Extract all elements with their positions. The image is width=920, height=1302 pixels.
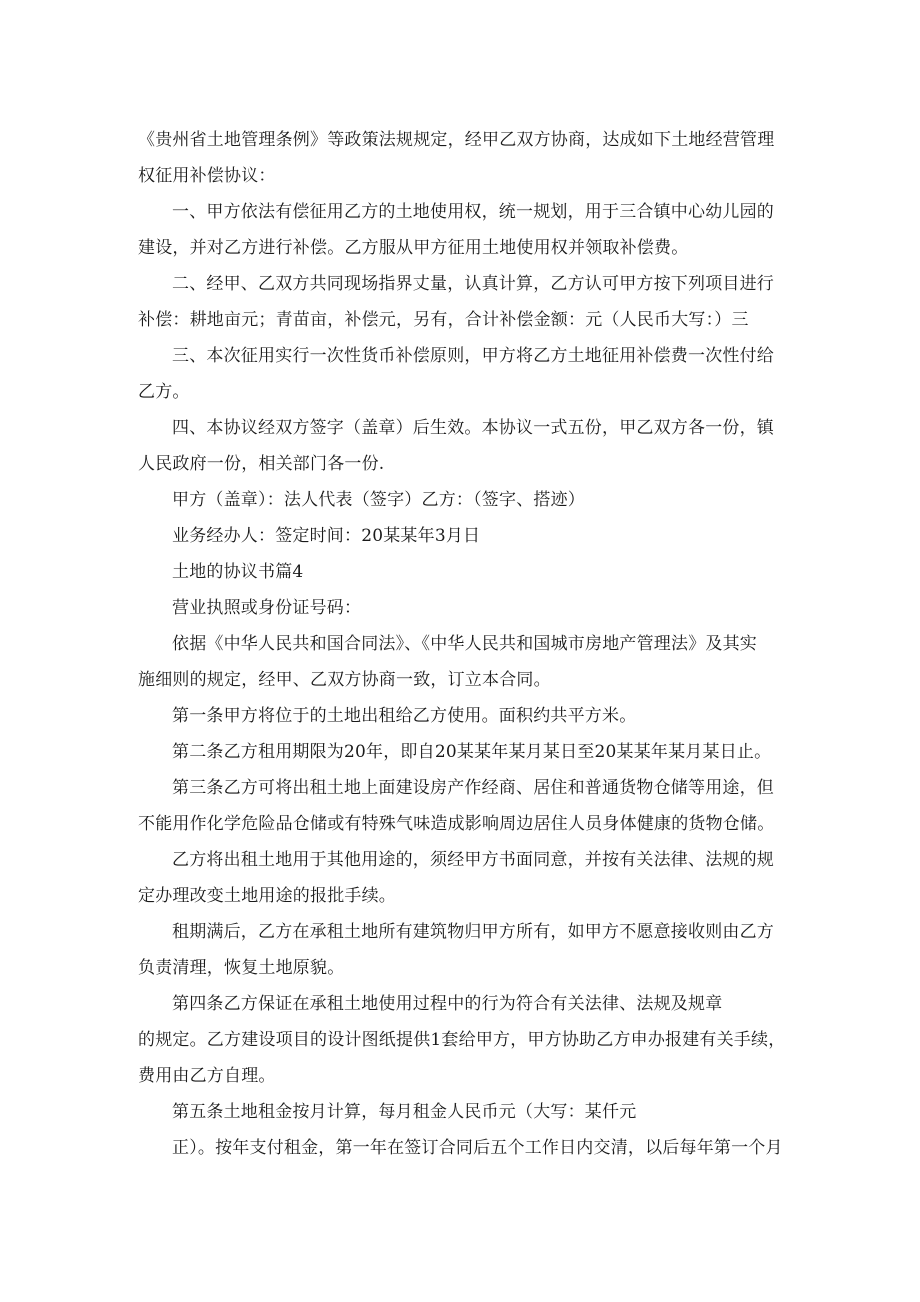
text-line: 费用由乙方自理。 [138, 1066, 276, 1086]
text-line: 人民政府一份，相关部门各一份. [138, 454, 385, 474]
text-line: 乙方将出租土地用于其他用途的，须经甲方书面同意，并按有关法律、法规的规 [172, 850, 774, 870]
text-line: 正）。按年支付租金，第一年在签订合同后五个工作日内交清，以后每年第一个月 [172, 1138, 783, 1158]
text-line: 一、甲方依法有偿征用乙方的土地使用权，统一规划，用于三合镇中心幼儿园的 [172, 202, 774, 222]
text-line: 依据《中华人民共和国合同法》、《中华人民共和国城市房地产管理法》及其实 [172, 634, 757, 654]
text-line: 四、本协议经双方签字（盖章）后生效。本协议一式五份，甲乙双方各一份，镇 [172, 418, 774, 438]
text-line: 建设，并对乙方进行补偿。乙方服从甲方征用土地使用权并领取补偿费。 [138, 238, 689, 258]
text-line: 权征用补偿协议： [138, 166, 276, 186]
text-line: 第五条土地租金按月计算，每月租金人民币元（大写：某仟元 [172, 1102, 637, 1122]
text-line: 二、经甲、乙双方共同现场指界丈量，认真计算，乙方认可甲方按下列项目进行 [172, 274, 774, 294]
section-heading: 土地的协议书篇4 [172, 562, 304, 582]
text-line: 定办理改变土地用途的报批手续。 [138, 886, 396, 906]
text-line: 第一条甲方将位于的土地出租给乙方使用。面积约共平方米。 [172, 706, 637, 726]
text-line: 甲方（盖章）：法人代表（签字）乙方：（签字、搭迹） [172, 490, 585, 510]
text-line: 三、本次征用实行一次性货币补偿原则，甲方将乙方土地征用补偿费一次性付给 [172, 346, 774, 366]
text-line: 第四条乙方保证在承租土地使用过程中的行为符合有关法律、法规及规章 [172, 994, 723, 1014]
text-line: 《贵州省土地管理条例》等政策法规规定，经甲乙双方协商，达成如下土地经营管理 [138, 130, 775, 150]
text-line: 不能用作化学危险品仓储或有特殊气味造成影响周边居住人员身体健康的货物仓储。 [138, 814, 775, 834]
text-line: 乙方。 [138, 382, 190, 402]
text-line: 的规定。乙方建设项目的设计图纸提供1套给甲方，甲方协助乙方申办报建有关手续， [138, 1030, 786, 1050]
text-line: 第二条乙方租用期限为20年，即自20某某年某月某日至20某某年某月某日止。 [172, 742, 772, 762]
text-line: 补偿：耕地亩元；青苗亩，补偿元，另有，合计补偿金额：元（人民币大写：）三 [138, 310, 749, 330]
text-line: 施细则的规定，经甲、乙双方协商一致，订立本合同。 [138, 670, 551, 690]
text-line: 业务经办人：签定时间：20某某年3月日 [172, 526, 481, 546]
text-line: 租期满后，乙方在承租土地所有建筑物归甲方所有，如甲方不愿意接收则由乙方 [172, 922, 774, 942]
text-line: 第三条乙方可将出租土地上面建设房产作经商、居住和普通货物仓储等用途，但 [172, 778, 774, 798]
text-line: 营业执照或身份证号码： [172, 598, 362, 618]
text-line: 负责清理，恢复土地原貌。 [138, 958, 345, 978]
